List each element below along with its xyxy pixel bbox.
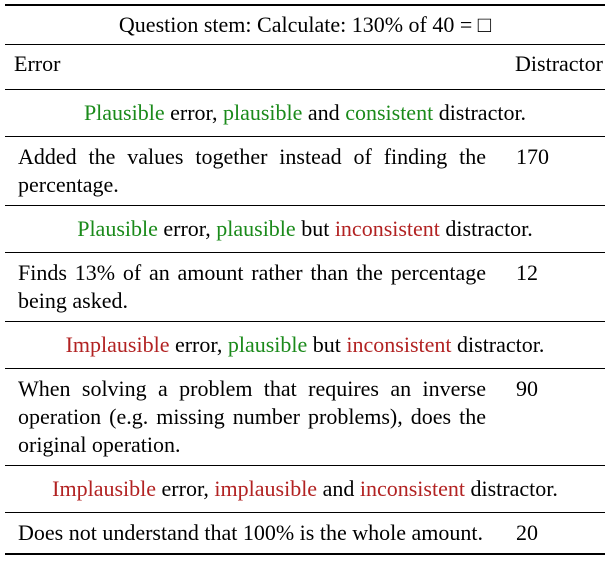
error-text: Added the values together instead of finding the percentage. — [18, 144, 486, 197]
table-row — [5, 253, 605, 321]
category-3: Implausible error, plausible but inconsistent distractor. — [65, 332, 545, 357]
error-text: When solving a problem that requires an inverse operation (e.g. missing number problems), does the original operation. — [18, 376, 486, 457]
header-distractor: Distractor — [515, 51, 603, 76]
header-error: Error — [14, 51, 61, 76]
bottom-rule — [5, 553, 605, 555]
distractor-value: 20 — [516, 520, 538, 545]
category-1: Plausible error, plausible and consistent distractor. — [83, 100, 527, 125]
table-row — [5, 137, 605, 205]
distractor-value: 90 — [516, 376, 538, 401]
header-row — [5, 45, 605, 89]
distractor-value: 12 — [516, 260, 538, 285]
table-row — [5, 513, 605, 553]
error-text: Does not understand that 100% is the whole amount. — [18, 520, 483, 545]
table-title: Question stem: Calculate: 130% of 40 = □ — [118, 12, 492, 37]
category-2: Plausible error, plausible but inconsistent distractor. — [77, 216, 533, 241]
table-row — [5, 369, 605, 465]
distractor-table — [5, 4, 605, 555]
category-4: Implausible error, implausible and inconsistent distractor. — [52, 476, 558, 501]
distractor-value: 170 — [516, 144, 549, 169]
error-text: Finds 13% of an amount rather than the percentage being asked. — [18, 260, 486, 313]
